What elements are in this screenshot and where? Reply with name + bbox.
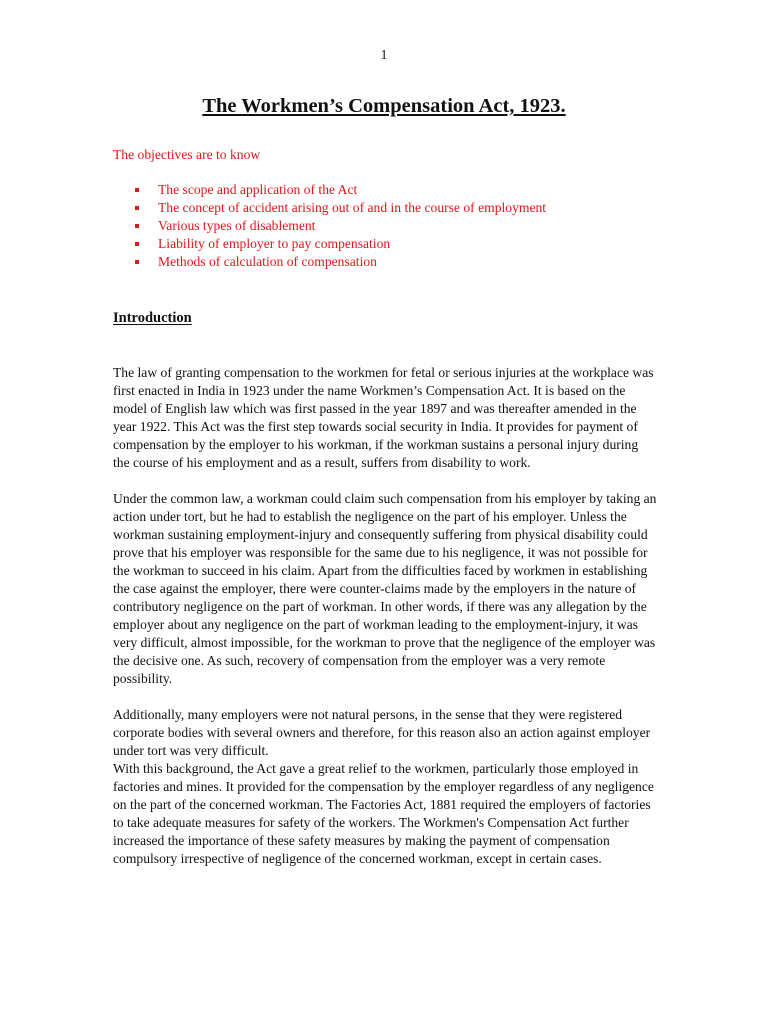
objective-item — [158, 235, 658, 253]
square-bullet-icon — [135, 242, 139, 246]
objective-item — [158, 217, 658, 235]
page-number: 1 — [380, 47, 388, 62]
objective-text: Various types of disablement — [158, 218, 316, 233]
paragraph: Additionally, many employers were not natural persons, in the sense that they were registered corporate bodies with several owners and therefore, for this reason also an action against employer under tort was very difficult. — [113, 707, 651, 758]
objective-item — [158, 199, 658, 217]
document-body — [113, 146, 658, 868]
objective-text: Liability of employer to pay compensation — [158, 236, 391, 251]
square-bullet-icon — [135, 260, 139, 264]
objective-item — [158, 253, 658, 271]
square-bullet-icon — [135, 206, 139, 210]
document-title: The Workmen’s Compensation Act, 1923. — [202, 95, 566, 117]
paragraph: Under the common law, a workman could claim such compensation from his employer by taking an action under tort, but he had to establish the negligence on the part of his employer. Unless the workman sustaining employment-injury and consequently suffering from physical disability could prove that his employer was responsible for the same due to his negligence, it was not possible for the workman to succeed in his claim. Apart from the difficulties faced by workmen in establishing the case against the employer, there were counter-claims made by the employers in the nature of contributory negligence on the part of workman. In other words, if there was any allegation by the employer about any negligence on the part of workman leading to the employment-injury, it was very difficult, almost impossible, for the workman to prove that the negligence of the employer was the decisive one. As such, recovery of compensation from the employer was a very remote possibility. — [113, 491, 657, 686]
objective-item — [158, 181, 658, 199]
objective-text: Methods of calculation of compensation — [158, 254, 377, 269]
objective-text: The scope and application of the Act — [158, 182, 358, 197]
paragraph: The law of granting compensation to the workmen for fetal or serious injuries at the workplace was first enacted in India in 1923 under the name Workmen’s Compensation Act. It is based on the model of English law which was first passed in the year 1897 and was thereafter amended in the year 1922. This Act was the first step towards social security in India. It provides for payment of compensation by the employer to his workman, if the workman sustains a personal injury during the course of his employment and as a result, suffers from disability to work. — [113, 365, 654, 470]
section-heading-introduction: Introduction — [113, 310, 192, 326]
objectives-intro: The objectives are to know — [113, 147, 261, 162]
objectives-list — [113, 181, 658, 271]
objective-text: The concept of accident arising out of and in the course of employment — [158, 200, 547, 215]
square-bullet-icon — [135, 224, 139, 228]
square-bullet-icon — [135, 188, 139, 192]
paragraph: With this background, the Act gave a great relief to the workmen, particularly those employed in factories and mines. It provided for the compensation by the employer regardless of any negligence on the part of the concerned workman. The Factories Act, 1881 required the employers of factories to take adequate measures for safety of the workers. The Workmen's Compensation Act further increased the importance of these safety measures by making the payment of compensation compulsory irrespective of negligence of the concerned workman, except in certain cases. — [113, 761, 654, 866]
